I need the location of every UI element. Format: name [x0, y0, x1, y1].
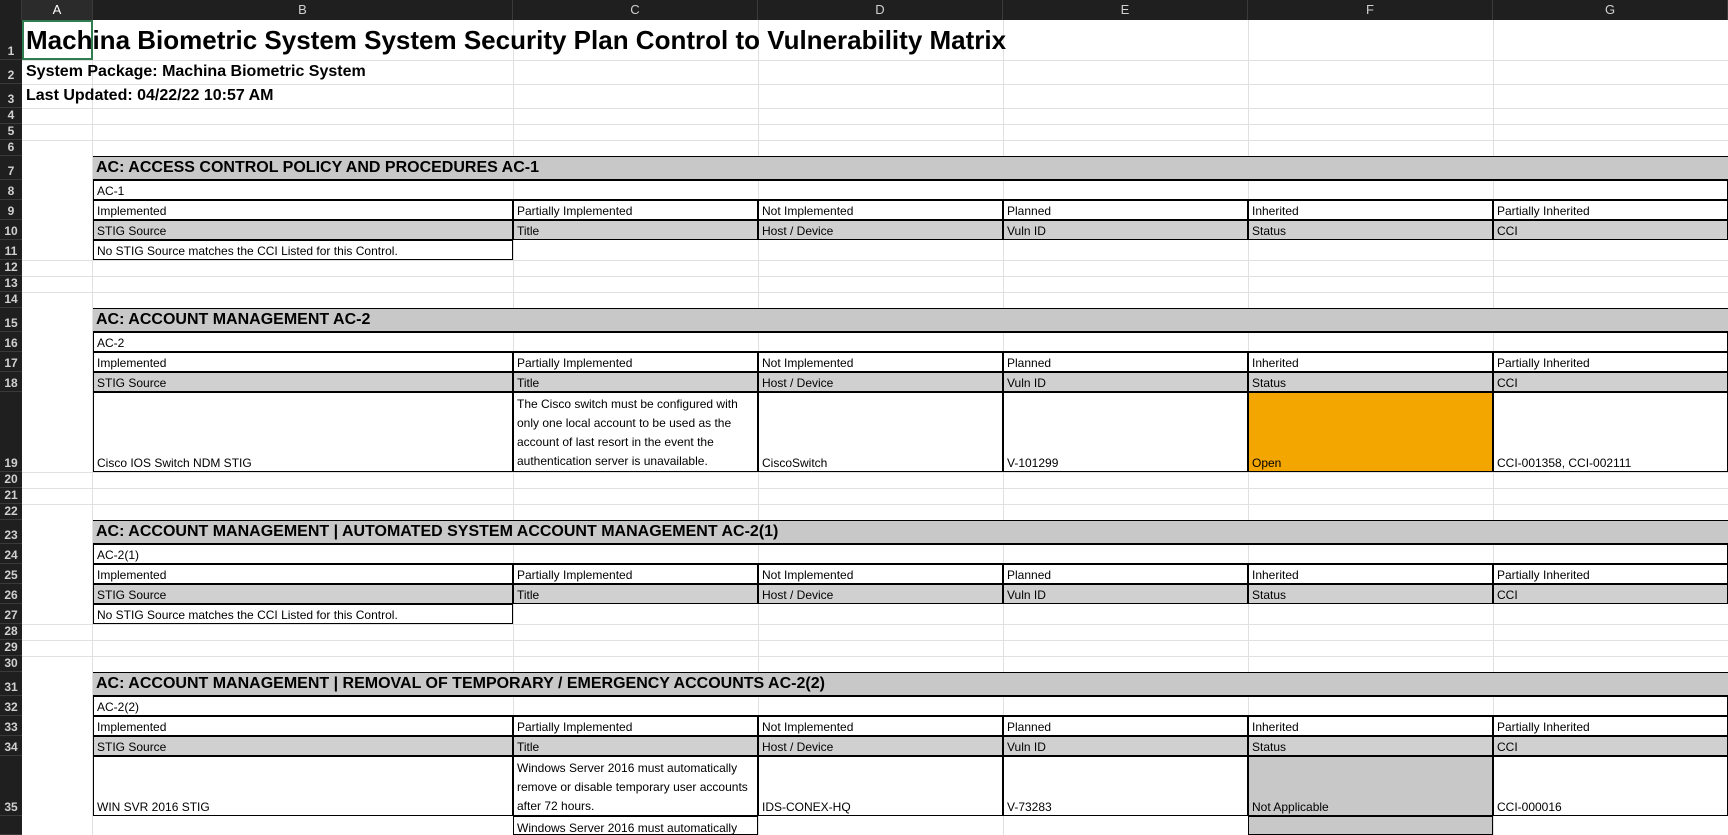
status-implemented: Implemented [93, 200, 513, 220]
active-cell-a1[interactable] [22, 20, 93, 60]
status-inherited: Inherited [1248, 564, 1493, 584]
row-header[interactable]: 1 [0, 20, 22, 60]
row-header[interactable]: 11 [0, 240, 22, 260]
status-partially-implemented: Partially Implemented [513, 716, 758, 736]
status-inherited: Inherited [1248, 716, 1493, 736]
section-heading-ac-2-1: AC: ACCOUNT MANAGEMENT | AUTOMATED SYSTEM ACCOUNT MANAGEMENT AC-2(1) [93, 520, 1728, 544]
no-source-message: No STIG Source matches the CCI Listed for this Control. [93, 240, 513, 260]
row-header[interactable]: 9 [0, 200, 22, 220]
status-planned: Planned [1003, 716, 1248, 736]
header-stig-source: STIG Source [93, 220, 513, 240]
select-all-corner[interactable] [0, 0, 22, 20]
header-vuln-id: Vuln ID [1003, 736, 1248, 756]
row-header[interactable]: 15 [0, 308, 22, 332]
status-implemented: Implemented [93, 352, 513, 372]
row-header[interactable]: 5 [0, 124, 22, 140]
row-header[interactable]: 31 [0, 672, 22, 696]
vuln-id-cell: V-73283 [1003, 756, 1248, 816]
status-not-implemented: Not Implemented [758, 564, 1003, 584]
no-source-message: No STIG Source matches the CCI Listed for this Control. [93, 604, 513, 624]
row-header[interactable]: 12 [0, 260, 22, 276]
row-header[interactable]: 16 [0, 332, 22, 352]
status-partially-inherited: Partially Inherited [1493, 352, 1728, 372]
header-cci: CCI [1493, 372, 1728, 392]
row-header[interactable]: 13 [0, 276, 22, 292]
header-stig-source: STIG Source [93, 372, 513, 392]
row-header[interactable]: 28 [0, 624, 22, 640]
header-title: Title [513, 372, 758, 392]
header-vuln-id: Vuln ID [1003, 372, 1248, 392]
vuln-id-cell: V-101299 [1003, 392, 1248, 472]
host-device-cell: IDS-CONEX-HQ [758, 756, 1003, 816]
title-cell: Windows Server 2016 must automatically [513, 816, 758, 835]
stig-source-cell: Cisco IOS Switch NDM STIG [93, 392, 513, 472]
column-header-d[interactable]: D [758, 0, 1003, 20]
status-inherited: Inherited [1248, 352, 1493, 372]
header-status: Status [1248, 220, 1493, 240]
header-title: Title [513, 220, 758, 240]
header-host-device: Host / Device [758, 584, 1003, 604]
row-header[interactable]: 24 [0, 544, 22, 564]
status-open-cell: Open [1248, 392, 1493, 472]
header-stig-source: STIG Source [93, 584, 513, 604]
status-not-implemented: Not Implemented [758, 200, 1003, 220]
header-vuln-id: Vuln ID [1003, 584, 1248, 604]
row-header[interactable]: 2 [0, 60, 22, 84]
header-cci: CCI [1493, 584, 1728, 604]
status-inherited: Inherited [1248, 200, 1493, 220]
control-id: AC-2 [93, 332, 1728, 352]
header-title: Title [513, 736, 758, 756]
row-header[interactable]: 23 [0, 520, 22, 544]
column-header-b[interactable]: B [93, 0, 513, 20]
column-header-c[interactable]: C [513, 0, 758, 20]
header-cci: CCI [1493, 736, 1728, 756]
status-partially-inherited: Partially Inherited [1493, 564, 1728, 584]
header-status: Status [1248, 372, 1493, 392]
section-heading-ac-2: AC: ACCOUNT MANAGEMENT AC-2 [93, 308, 1728, 332]
header-host-device: Host / Device [758, 736, 1003, 756]
header-host-device: Host / Device [758, 372, 1003, 392]
header-stig-source: STIG Source [93, 736, 513, 756]
stig-source-cell: WIN SVR 2016 STIG [93, 756, 513, 816]
header-title: Title [513, 584, 758, 604]
row-header[interactable]: 34 [0, 736, 22, 756]
host-device-cell: CiscoSwitch [758, 392, 1003, 472]
status-partially-inherited: Partially Inherited [1493, 200, 1728, 220]
status-not-implemented: Not Implemented [758, 352, 1003, 372]
row-header[interactable]: 10 [0, 220, 22, 240]
title-cell: The Cisco switch must be configured with only one local account to be used as the account of last resort in the event the authentication server is unavailable. [513, 392, 758, 472]
row-header[interactable]: 18 [0, 372, 22, 392]
status-partially-implemented: Partially Implemented [513, 564, 758, 584]
last-updated: Last Updated: 04/22/22 10:57 AM [26, 87, 274, 104]
column-header-g[interactable]: G [1493, 0, 1728, 20]
column-header-e[interactable]: E [1003, 0, 1248, 20]
row-header[interactable]: 19 [0, 392, 22, 472]
row-header[interactable]: 17 [0, 352, 22, 372]
status-cell [1248, 816, 1493, 835]
row-header[interactable]: 25 [0, 564, 22, 584]
control-id: AC-1 [93, 180, 1728, 200]
section-heading-ac-2-2: AC: ACCOUNT MANAGEMENT | REMOVAL OF TEMPORARY / EMERGENCY ACCOUNTS AC-2(2) [93, 672, 1728, 696]
cci-cell: CCI-000016 [1493, 756, 1728, 816]
status-not-implemented: Not Implemented [758, 716, 1003, 736]
page-title: Machina Biometric System System Security Plan Control to Vulnerability Matrix [26, 24, 1007, 55]
row-header[interactable]: 30 [0, 656, 22, 672]
row-header[interactable]: 21 [0, 488, 22, 504]
row-header[interactable]: 22 [0, 504, 22, 520]
status-partially-implemented: Partially Implemented [513, 352, 758, 372]
row-header[interactable]: 29 [0, 640, 22, 656]
header-cci: CCI [1493, 220, 1728, 240]
status-planned: Planned [1003, 564, 1248, 584]
row-header[interactable]: 4 [0, 108, 22, 124]
control-id: AC-2(2) [93, 696, 1728, 716]
row-header[interactable]: 35 [0, 756, 22, 816]
status-planned: Planned [1003, 352, 1248, 372]
header-vuln-id: Vuln ID [1003, 220, 1248, 240]
row-header[interactable]: 6 [0, 140, 22, 156]
title-cell: Windows Server 2016 must automatically remove or disable temporary user accounts after 72 hours. [513, 756, 758, 816]
status-implemented: Implemented [93, 716, 513, 736]
header-status: Status [1248, 584, 1493, 604]
row-header[interactable] [0, 816, 22, 835]
row-header[interactable]: 20 [0, 472, 22, 488]
status-partially-implemented: Partially Implemented [513, 200, 758, 220]
row-header[interactable]: 8 [0, 180, 22, 200]
section-heading-ac-1: AC: ACCESS CONTROL POLICY AND PROCEDURES AC-1 [93, 156, 1728, 180]
header-host-device: Host / Device [758, 220, 1003, 240]
row-header[interactable]: 33 [0, 716, 22, 736]
row-header[interactable]: 3 [0, 84, 22, 108]
status-not-applicable-cell: Not Applicable [1248, 756, 1493, 816]
status-planned: Planned [1003, 200, 1248, 220]
row-header[interactable]: 14 [0, 292, 22, 308]
control-id: AC-2(1) [93, 544, 1728, 564]
cci-cell: CCI-001358, CCI-002111 [1493, 392, 1728, 472]
row-header[interactable]: 7 [0, 156, 22, 180]
row-header[interactable]: 26 [0, 584, 22, 604]
column-header-f[interactable]: F [1248, 0, 1493, 20]
header-status: Status [1248, 736, 1493, 756]
system-package: System Package: Machina Biometric System [26, 63, 366, 80]
status-partially-inherited: Partially Inherited [1493, 716, 1728, 736]
row-header[interactable]: 27 [0, 604, 22, 624]
row-header[interactable]: 32 [0, 696, 22, 716]
column-header-a[interactable]: A [22, 0, 93, 20]
status-implemented: Implemented [93, 564, 513, 584]
